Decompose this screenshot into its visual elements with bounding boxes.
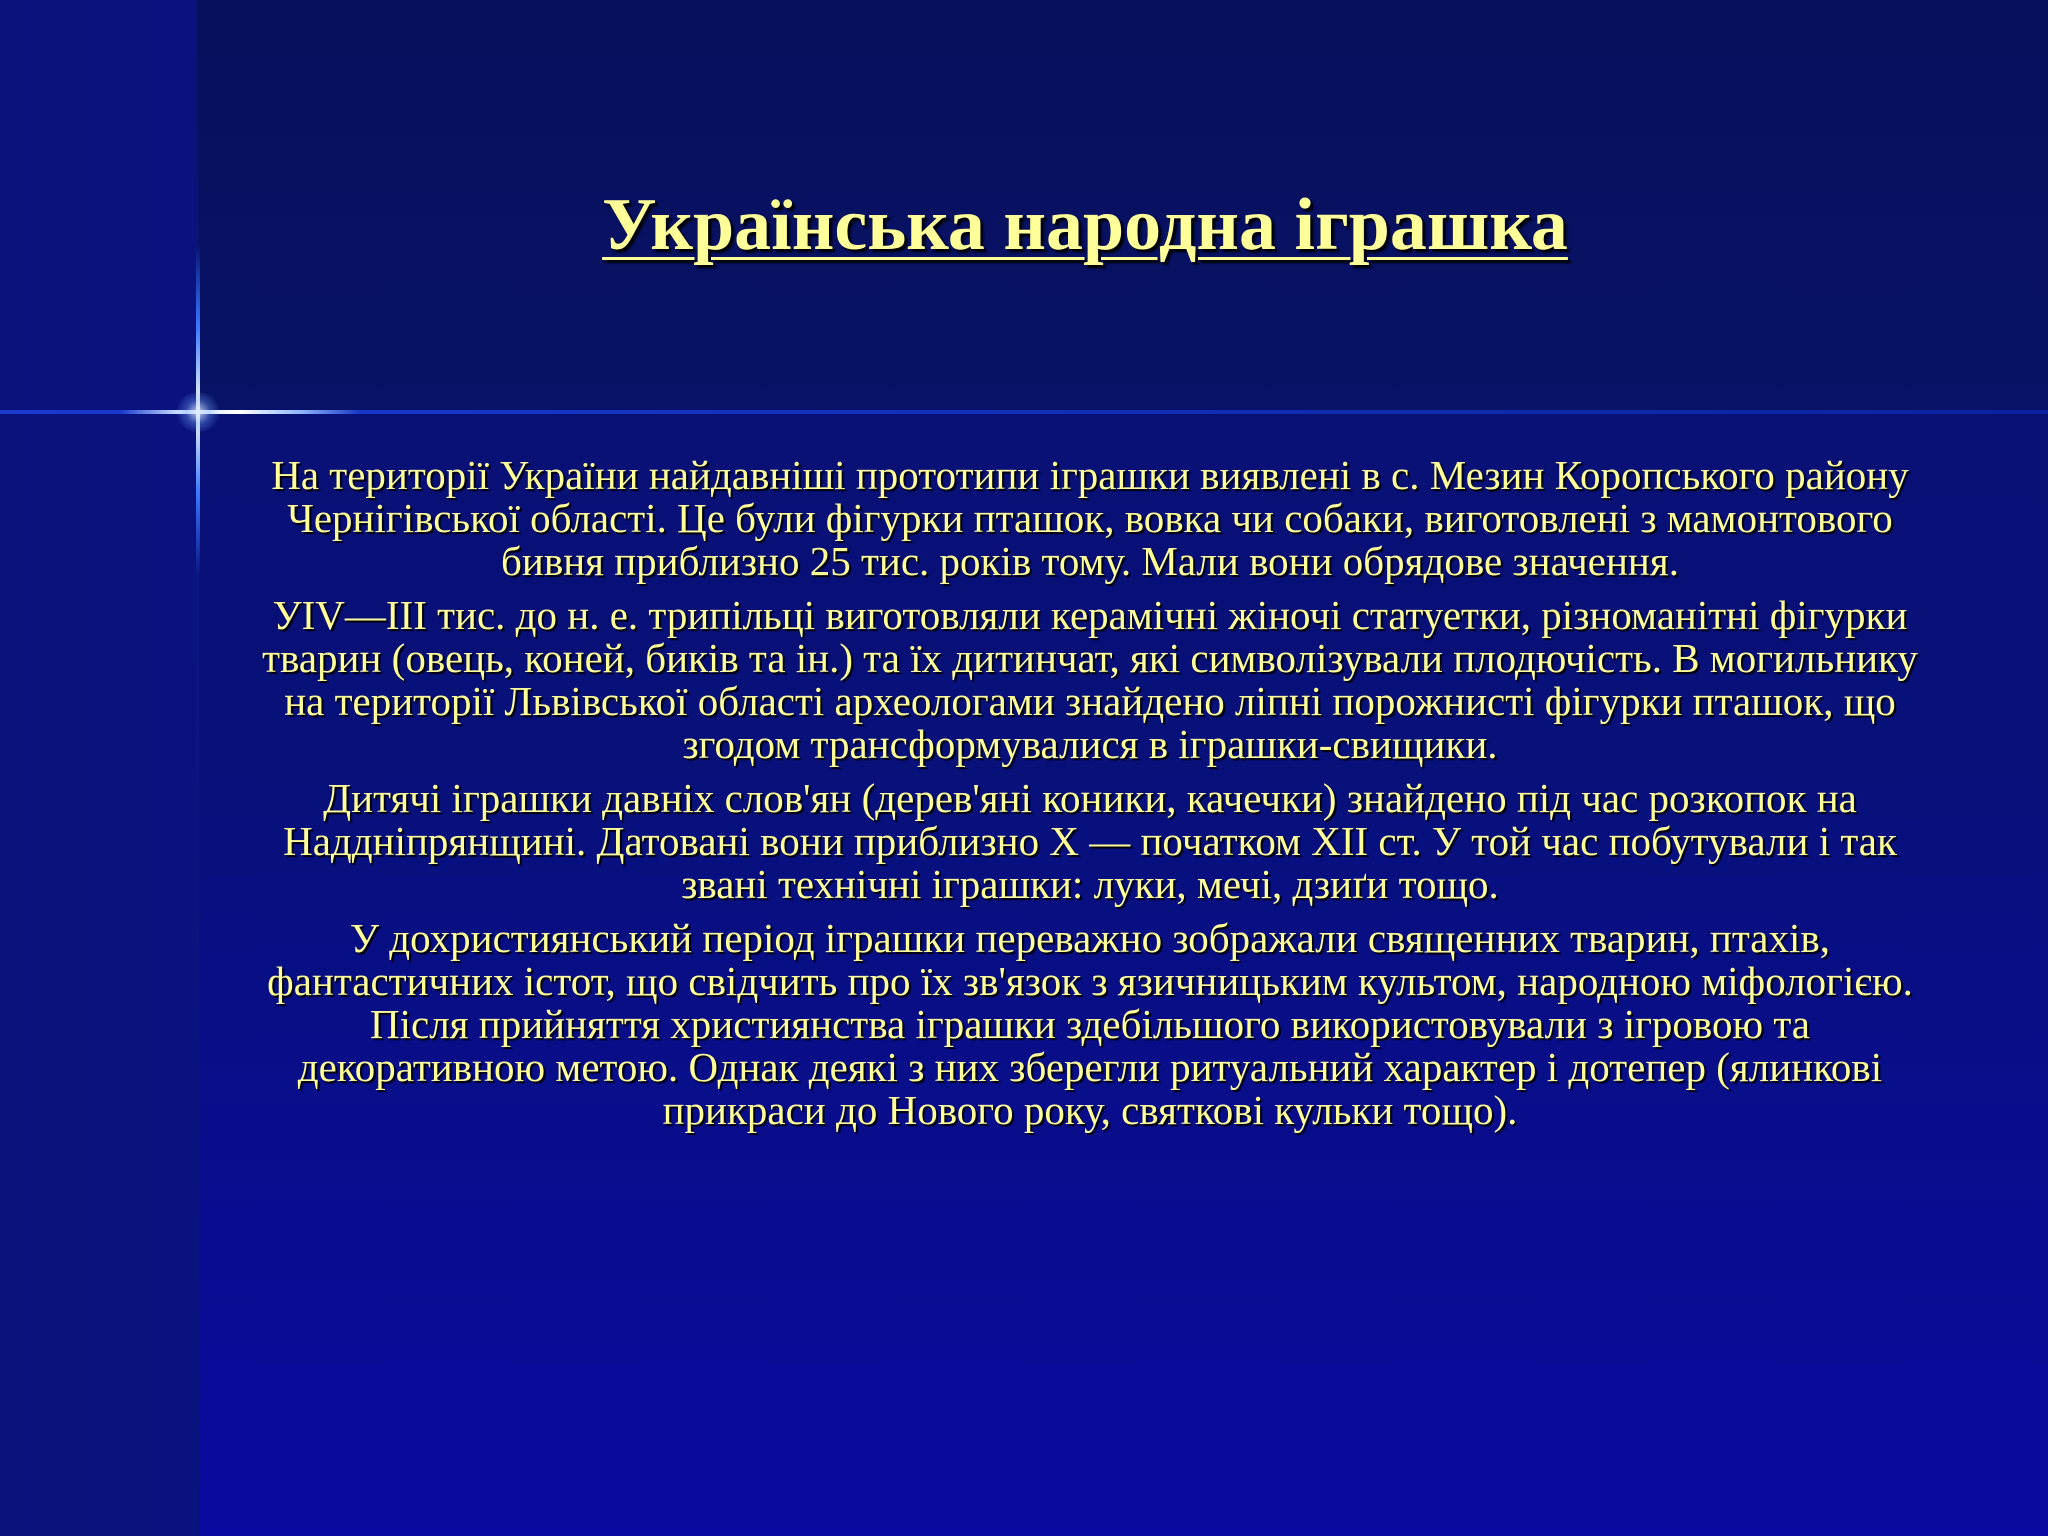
left-strip-divider — [196, 0, 199, 1536]
left-margin-strip — [0, 0, 198, 1536]
light-flare-glow — [176, 392, 220, 432]
slide-body — [250, 454, 1930, 1143]
paragraph-mezin: На території України найдавніші прототипи іграшки виявлені в с. Мезин Коропського району Чернігівської області. Це були фігурки пташок, вовка чи собаки, виготовлені з мамонтового бивня приблизно 25 тис. років тому. Мали вони обрядове значення. — [271, 452, 1909, 584]
paragraph-trypillia: УIV—III тис. до н. е. трипільці виготовляли керамічні жіночі статуетки, різноманітні фігурки тварин (овець, коней, биків та ін.) та їх дитинчат, які символізували плодючість. В могильнику на території Львівської області археологами знайдено ліпні порожнисті фігурки пташок, що згодом трансформувалися в іграшки-свищики. — [262, 592, 1918, 767]
light-flare-horizontal — [120, 410, 360, 414]
paragraph-slavic-toys: Дитячі іграшки давніх слов'ян (дерев'яні коники, качечки) знайдено під час розкопок на Наддніпрянщині. Датовані вони приблизно X — початком XII ст. У той час побутували і так звані технічні іграшки: луки, мечі, дзиґи тощо. — [283, 775, 1897, 907]
paragraph-pre-christian: У дохристиянський період іграшки переважно зображали священних тварин, птахів, фантастичних істот, що свідчить про їх зв'язок з язичницьким культом, народною міфологією. Після прийняття християнства іграшки здебільшого використовували з ігровою та декоративною метою. Однак деякі з них зберегли ритуальний характер і дотепер (ялинкові прикраси до Нового року, святкові кульки тощо). — [267, 915, 1913, 1133]
slide-title: Українська народна іграшка — [602, 184, 1568, 266]
